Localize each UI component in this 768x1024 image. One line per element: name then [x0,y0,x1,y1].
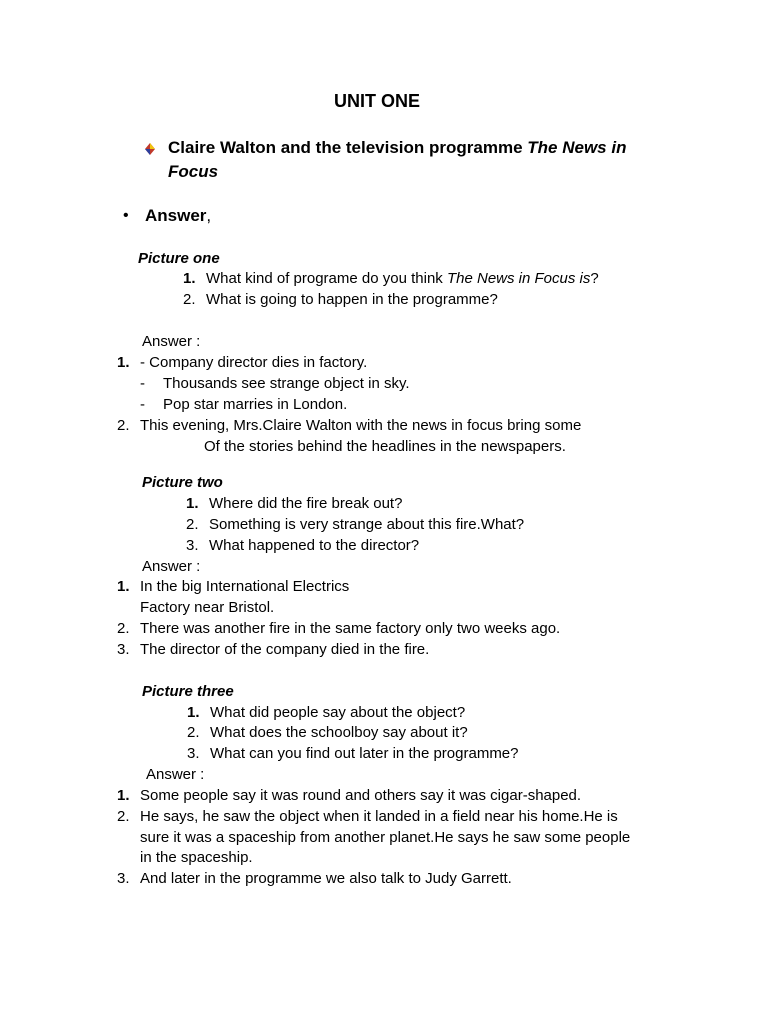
p1-a2-text2: Of the stories behind the headlines in the newspapers. [204,438,566,455]
p3-q1-text: What did people say about the object? [210,704,466,721]
p1-q1-text [206,269,599,289]
p1-a1-num: 1. [117,354,130,371]
p2-q3-text: What happened to the director? [209,537,420,554]
p2-a1-text: In the big International Electrics [140,578,350,595]
arrow-bullet-icon [143,142,157,156]
p1-a1-dash2: - [140,396,145,413]
p1-q1-num: 1. [183,270,196,287]
p1-q1-prefix: What kind of programe do you think [206,270,447,287]
p2-a1-num: 1. [117,578,130,595]
p3-a1-num: 1. [117,787,130,804]
p3-answer-label: Answer : [146,766,205,783]
p1-q2-text: What is going to happen in the programme? [206,291,498,308]
answer-heading-suffix: , [206,206,212,225]
p1-answer-label: Answer : [142,333,201,350]
picture-two-label: Picture two [142,474,223,491]
p3-q3-num: 3. [187,745,200,762]
page-title: UNIT ONE [334,91,421,111]
p3-a1-text: Some people say it was round and others say it was cigar-shaped. [140,787,582,804]
p1-a2-num: 2. [117,417,130,434]
p3-a2-text3: in the spaceship. [140,849,253,866]
p1-a1-line2: Thousands see strange object in sky. [163,375,410,392]
p3-a2-text2: sure it was a spaceship from another planet.He says he saw some people [140,829,631,846]
p3-q2-text: What does the schoolboy say about it? [210,724,468,741]
p2-a3-num: 3. [117,641,130,658]
p2-q1-text: Where did the fire break out? [209,495,403,512]
answer-heading-label: Answer [145,206,207,225]
heading-text: Claire Walton and the television programme [168,138,528,157]
p2-answer-label: Answer : [142,558,201,575]
p3-a3-text: And later in the programme we also talk to Judy Garrett. [140,870,512,887]
p2-a1-text2: Factory near Bristol. [140,599,275,616]
p1-a1-text: - Company director dies in factory. [140,354,368,371]
heading-italic: The News in [527,138,627,157]
heading-italic-line2: Focus [168,162,219,181]
p3-a2-num: 2. [117,808,130,825]
p2-q1-num: 1. [186,495,199,512]
p1-a2-text: This evening, Mrs.Claire Walton with the news in focus bring some [140,417,582,434]
p2-q2-num: 2. [186,516,199,533]
picture-three-label: Picture three [142,683,234,700]
p2-a3-text: The director of the company died in the fire. [140,641,430,658]
p2-q3-num: 3. [186,537,199,554]
section-heading [168,136,626,160]
p1-q1-italic: The News in Focus is [446,270,591,287]
p3-q2-num: 2. [187,724,200,741]
p3-q1-num: 1. [187,704,200,721]
p3-q3-text: What can you find out later in the programme? [210,745,519,762]
p1-q2-num: 2. [183,291,196,308]
p3-a3-num: 3. [117,870,130,887]
p1-a1-dash1: - [140,375,145,392]
p2-a2-text: There was another fire in the same factory only two weeks ago. [140,620,561,637]
p1-a1-line3: Pop star marries in London. [163,396,348,413]
p3-a2-text: He says, he saw the object when it landed in a field near his home.He is [140,808,618,825]
p2-q2-text: Something is very strange about this fire.What? [209,516,525,533]
p1-q1-suffix: ? [590,270,599,287]
answer-heading [145,205,211,227]
picture-one-label: Picture one [138,250,220,267]
bullet-dot: • [123,207,129,224]
p2-a2-num: 2. [117,620,130,637]
section-heading-line2 [168,160,218,184]
